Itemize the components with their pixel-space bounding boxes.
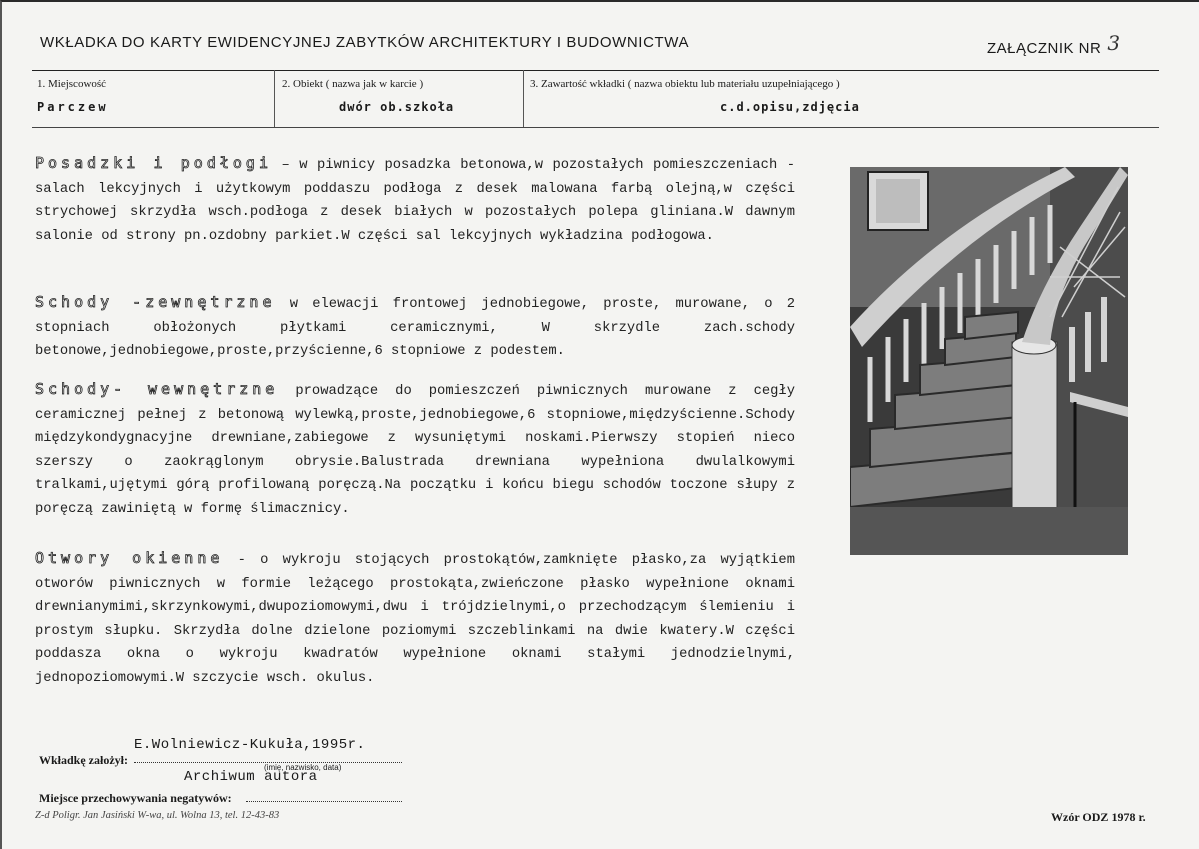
form-bottom-rule (32, 127, 1159, 128)
field-label-locality: 1. Miejscowość (37, 78, 107, 90)
author-value: E.Wolniewicz-Kukuła,1995r. (134, 737, 366, 753)
form-model: Wzór ODZ 1978 r. (1051, 810, 1146, 824)
section-heading: Posadzki i podłogi (35, 154, 272, 172)
field-label-object: 2. Obiekt ( nazwa jak w karcie ) (282, 78, 424, 90)
column-divider (523, 70, 524, 127)
annex-label-text: ZAŁĄCZNIK NR (987, 40, 1102, 57)
field-value-object: dwór ob.szkoła (339, 100, 455, 114)
section-text: – w piwnicy posadzka betonowa,w pozostałych pomieszczeniach -salach lekcyjnych i użytkowym poddaszu podłoga z desek malowana farbą olejną,w części strychowej skrzydła wsch.podłoga z desek białych w pozostałych polepa gliniana.W dawnym salonie od strony pn.ozdobny parkiet.W części sal lekcyjnych wykładzina podłogowa. (35, 158, 795, 244)
form-top-rule (32, 70, 1159, 71)
annex-label (987, 31, 1121, 58)
column-divider (274, 70, 275, 127)
section-internal-stairs (35, 378, 795, 521)
author-caption: (imię, nazwisko, data) (264, 763, 342, 772)
negatives-label: Miejsce przechowywania negatywów: (39, 791, 232, 805)
annex-number: 3 (1107, 31, 1121, 55)
section-text: - o wykroju stojących prostokątów,zamknięte płasko,za wyjątkiem otworów piwnicznych w formie leżącego prostokąta,zwieńczone płasko wypełnione oknami drewnianymimi,skrzynkowymi,dwupoziomowymi,dwu i trójdzielnymi,o przechodzącym ślemieniu i prostym słupku. Skrzydła dolne dzielone poziomymi szczeblinkami na dwie kwatery.W części poddasza okna o wykroju kwadratów wypełnione oknami stałymi jednodzielnymi, jednopoziomowymi.W szczycie wsch. okulus. (35, 553, 795, 686)
archive-value: Archiwum autora (184, 769, 318, 785)
section-heading: Otwory okienne (35, 549, 224, 567)
field-value-contents: c.d.opisu,zdjęcia (720, 100, 860, 114)
section-text: w elewacji frontowej jednobiegowe, proste, murowane, o 2 stopniach obłożonych płytkami ceramicznymi, W skrzydle zach.schody betonowe,jednobiegowe,proste,przyścienne,6 stopniowe z podestem. (35, 297, 795, 359)
section-windows (35, 547, 795, 690)
field-label-contents: 3. Zawartość wkładki ( nazwa obiektu lub materiału uzupełniającego ) (530, 78, 840, 90)
field-value-locality: Parczew (37, 100, 109, 114)
document-title: WKŁADKA DO KARTY EWIDENCYJNEJ ZABYTKÓW ARCHITEKTURY I BUDOWNICTWA (40, 34, 690, 51)
section-heading: Schody- wewnętrzne (35, 380, 279, 398)
author-label: Wkładkę założył: (39, 753, 128, 767)
printer-imprint: Z-d Poligr. Jan Jasiński W-wa, ul. Wolna 13, tel. 12-43-83 (35, 810, 280, 821)
section-floors (35, 152, 795, 248)
section-external-stairs (35, 291, 795, 364)
section-text: prowadzące do pomieszczeń piwnicznych murowane z cegły ceramicznej pełnej z betonową wylewką,proste,jednobiegowe,6 stopniowe,międzyścienne.Schody międzykondygnacyjne drewniane,zabiegowe z wysuniętymi noskami.Pierwszy stopień nieco szerszy o zaokrąglonym obrysie.Balustrada drewniana wypełniona dwulalkowymi tralkami,ujętymi górą profilowaną poręczą.Na początku i końcu biegu schodów toczone słupy z poręczą zawiniętą w formę ślimacznicy. (35, 384, 795, 517)
staircase-photo-image (850, 167, 1128, 555)
staircase-photo (850, 167, 1128, 555)
section-heading: Schody -zewnętrzne (35, 293, 276, 311)
negatives-dotted-line (246, 801, 402, 802)
